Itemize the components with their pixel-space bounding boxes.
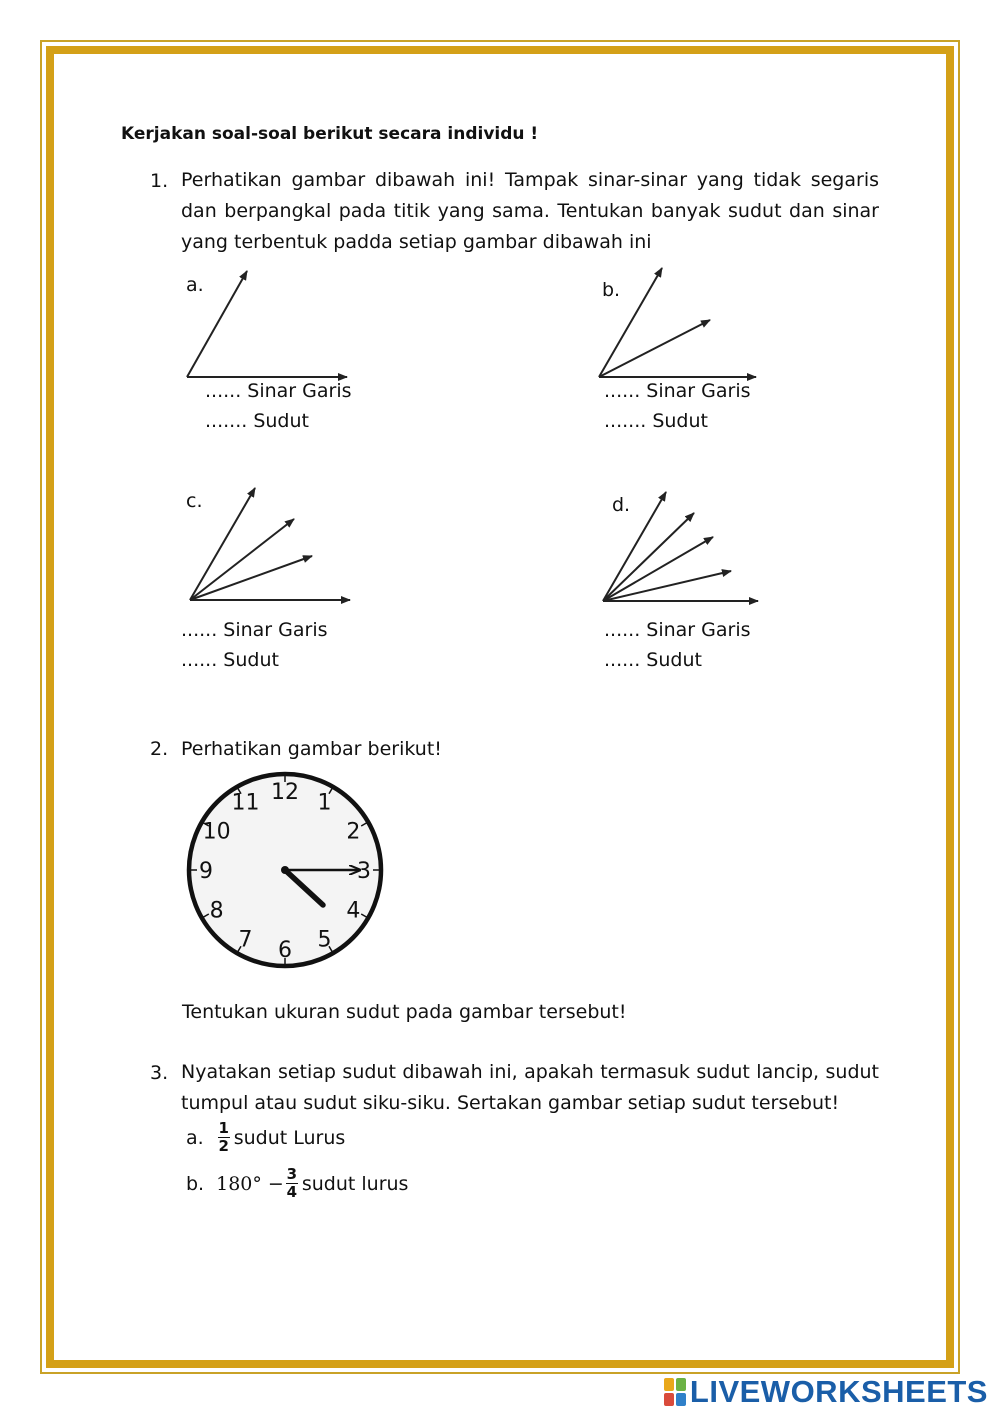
fraction-numerator: 1 (218, 1119, 229, 1137)
figure-d-ray (603, 571, 731, 601)
figure-b-rays-blank[interactable]: ...... Sinar Garis (604, 380, 751, 402)
q3-item-a (186, 1120, 345, 1155)
clock-number: 3 (357, 859, 371, 884)
worksheet-title: Kerjakan soal-soal berikut secara individu ! (121, 124, 539, 144)
q1-number: 1. (150, 170, 169, 192)
figure-c-ray (190, 556, 312, 600)
clock-number: 12 (271, 780, 299, 805)
q3-item-b (186, 1166, 408, 1201)
figure-a-rays-blank[interactable]: ...... Sinar Garis (205, 380, 352, 402)
liveworksheets-brand: LIVEWORKSHEETS (689, 1374, 988, 1409)
clock-number: 10 (202, 819, 231, 845)
q3-item-b-expression: 180° − (216, 1172, 284, 1195)
q3-item-a-label: a. (186, 1126, 204, 1149)
clock-center (281, 866, 289, 874)
figure-a-angles-blank[interactable]: ....... Sudut (205, 410, 309, 432)
figure-c-rays-blank[interactable]: ...... Sinar Garis (181, 619, 328, 641)
figure-a-label: a. (186, 274, 204, 296)
q3-item-b-label: b. (186, 1172, 205, 1195)
figure-c-rays (190, 488, 350, 600)
q3-text: Nyatakan setiap sudut dibawah ini, apakah termasuk sudut lancip, sudut tumpul atau sudut siku-siku. Sertakan gambar setiap sudut tersebut! (181, 1061, 879, 1114)
clock-number: 6 (278, 938, 292, 963)
q2-text: Perhatikan gambar berikut! (181, 738, 442, 760)
clock-number: 1 (317, 790, 332, 816)
clock-number: 4 (346, 898, 361, 924)
clock-number: 5 (317, 927, 332, 953)
figure-d-label: d. (612, 494, 631, 516)
q3-item-b-text: sudut lurus (301, 1172, 409, 1195)
clock-number: 11 (231, 790, 260, 816)
clock-number: 9 (199, 859, 213, 884)
q2-question: Tentukan ukuran sudut pada gambar tersebut! (182, 1001, 627, 1023)
figure-c-ray (190, 519, 294, 600)
clock-number: 2 (346, 819, 361, 845)
q2-number: 2. (150, 738, 169, 760)
figure-d-angles-blank[interactable]: ...... Sudut (604, 649, 702, 671)
figure-b-rays (599, 268, 756, 377)
figure-d-rays-blank[interactable]: ...... Sinar Garis (604, 619, 751, 641)
fraction-denominator: 2 (218, 1137, 229, 1155)
figure-a-rays (187, 271, 347, 377)
clock-number: 8 (209, 898, 224, 924)
figure-c-angles-blank[interactable]: ...... Sudut (181, 649, 279, 671)
liveworksheets-logo (664, 1374, 988, 1410)
q3-item-a-text: sudut Lurus (233, 1126, 346, 1149)
liveworksheets-logo-icon (664, 1378, 686, 1406)
q3-item-a-fraction (218, 1120, 230, 1155)
q1-text: Perhatikan gambar dibawah ini! Tampak sinar-sinar yang tidak segaris dan berpangkal pada titik yang sama. Tentukan banyak sudut dan sinar yang terbentuk padda setiap gambar dibawah ini (181, 169, 879, 253)
fraction-numerator: 3 (286, 1165, 298, 1183)
figure-b-angles-blank[interactable]: ....... Sudut (604, 410, 708, 432)
clock-figure (181, 766, 391, 976)
q3-number: 3. (150, 1062, 169, 1084)
fraction-denominator: 4 (286, 1183, 298, 1201)
figure-b-label: b. (602, 279, 621, 301)
clock-number: 7 (238, 927, 253, 953)
figure-c-label: c. (186, 490, 203, 512)
q3-item-b-fraction (286, 1166, 298, 1201)
